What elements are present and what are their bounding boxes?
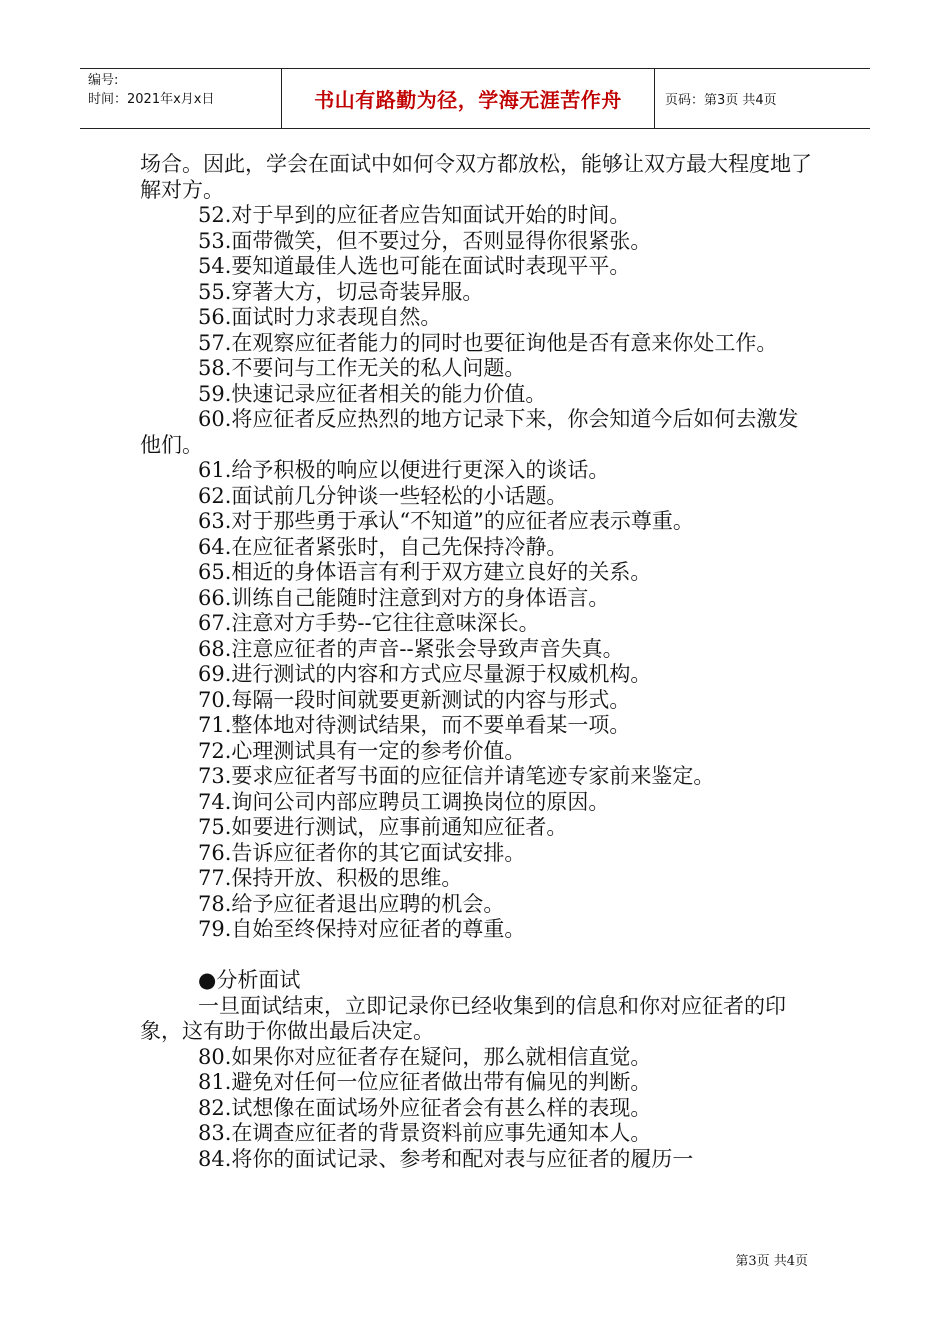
header-motto: 书山有路勤为径，学海无涯苦作舟 bbox=[282, 69, 655, 128]
header-meta-cell bbox=[80, 69, 282, 128]
list-item: 76.告诉应征者你的其它面试安排。 bbox=[198, 840, 526, 865]
list-item: 84.将你的面试记录、参考和配对表与应征者的履历一 bbox=[198, 1146, 694, 1171]
list-item: 74.询问公司内部应聘员工调换岗位的原因。 bbox=[198, 789, 610, 814]
list-item: 73.要求应征者写书面的应征信并请笔迹专家前来鉴定。 bbox=[198, 764, 715, 788]
list-item: 82.试想像在面试场外应征者会有甚么样的表现。 bbox=[198, 1095, 652, 1120]
list-item: 61.给予积极的响应以便进行更深入的谈话。 bbox=[198, 458, 610, 482]
list-item: 63.对于那些勇于承认“不知道”的应征者应表示尊重。 bbox=[198, 509, 694, 533]
document-date-label: 时间：2021年x月x日 bbox=[88, 92, 215, 107]
list-item: 53.面带微笑，但不要过分，否则显得你很紧张。 bbox=[198, 228, 652, 253]
list-item: 64.在应征者紧张时，自己先保持冷静。 bbox=[198, 534, 568, 559]
list-item: 69.进行测试的内容和方式应尽量源于权威机构。 bbox=[198, 662, 652, 686]
list-item: 81.避免对任何一位应征者做出带有偏见的判断。 bbox=[198, 1070, 652, 1094]
list-item: 59.快速记录应征者相关的能力价值。 bbox=[198, 381, 547, 406]
document-number-label: 编号: bbox=[88, 73, 119, 88]
list-item: 77.保持开放、积极的思维。 bbox=[198, 866, 463, 890]
list-item: 52.对于早到的应征者应告知面试开始的时间。 bbox=[198, 203, 631, 227]
list-item: 79.自始至终保持对应征者的尊重。 bbox=[198, 917, 526, 941]
page-footer: 第3页 共4页 bbox=[735, 1254, 808, 1269]
list-item: 80.如果你对应征者存在疑问，那么就相信直觉。 bbox=[198, 1044, 652, 1069]
list-item: 58.不要问与工作无关的私人问题。 bbox=[198, 356, 526, 380]
list-item: 71.整体地对待测试结果，而不要单看某一项。 bbox=[198, 713, 631, 737]
list-item: 56.面试时力求表现自然。 bbox=[198, 305, 442, 329]
header-page-info: 页码：第3页 共4页 bbox=[665, 93, 777, 108]
document-header bbox=[80, 68, 870, 129]
list-item: 66.训练自己能随时注意到对方的身体语言。 bbox=[198, 585, 610, 610]
list-item: 54.要知道最佳人选也可能在面试时表现平平。 bbox=[198, 254, 631, 278]
paragraph-gap bbox=[140, 943, 815, 969]
document-body bbox=[140, 152, 815, 1172]
list-item: 68.注意应征者的声音--紧张会导致声音失真。 bbox=[198, 636, 624, 661]
section-heading: ●分析面试 bbox=[198, 968, 301, 992]
list-item: 65.相近的身体语言有利于双方建立良好的关系。 bbox=[198, 560, 652, 584]
list-item: 72.心理测试具有一定的参考价值。 bbox=[198, 738, 526, 763]
list-item: 70.每隔一段时间就要更新测试的内容与形式。 bbox=[198, 687, 631, 712]
list-item: 57.在观察应征者能力的同时也要征询他是否有意来你处工作。 bbox=[198, 330, 778, 355]
list-item: 78.给予应征者退出应聘的机会。 bbox=[198, 891, 505, 916]
list-item: 62.面试前几分钟谈一些轻松的小话题。 bbox=[198, 483, 568, 508]
list-item: 67.注意对方手势--它往往意味深长。 bbox=[198, 611, 540, 635]
list-item: 60.将应征者反应热烈的地方记录下来，你会知道今后如何去激发他们。 bbox=[140, 407, 799, 457]
list-item: 75.如要进行测试，应事前通知应征者。 bbox=[198, 815, 568, 839]
list-item: 83.在调查应征者的背景资料前应事先通知本人。 bbox=[198, 1121, 652, 1145]
section-intro-paragraph: 一旦面试结束，立即记录你已经收集到的信息和你对应征者的印象，这有助于你做出最后决定。 bbox=[140, 993, 786, 1043]
intro-continuation-paragraph: 场合。因此，学会在面试中如何令双方都放松，能够让双方最大程度地了解对方。 bbox=[140, 152, 812, 202]
list-item: 55.穿著大方，切忌奇装异服。 bbox=[198, 279, 484, 304]
